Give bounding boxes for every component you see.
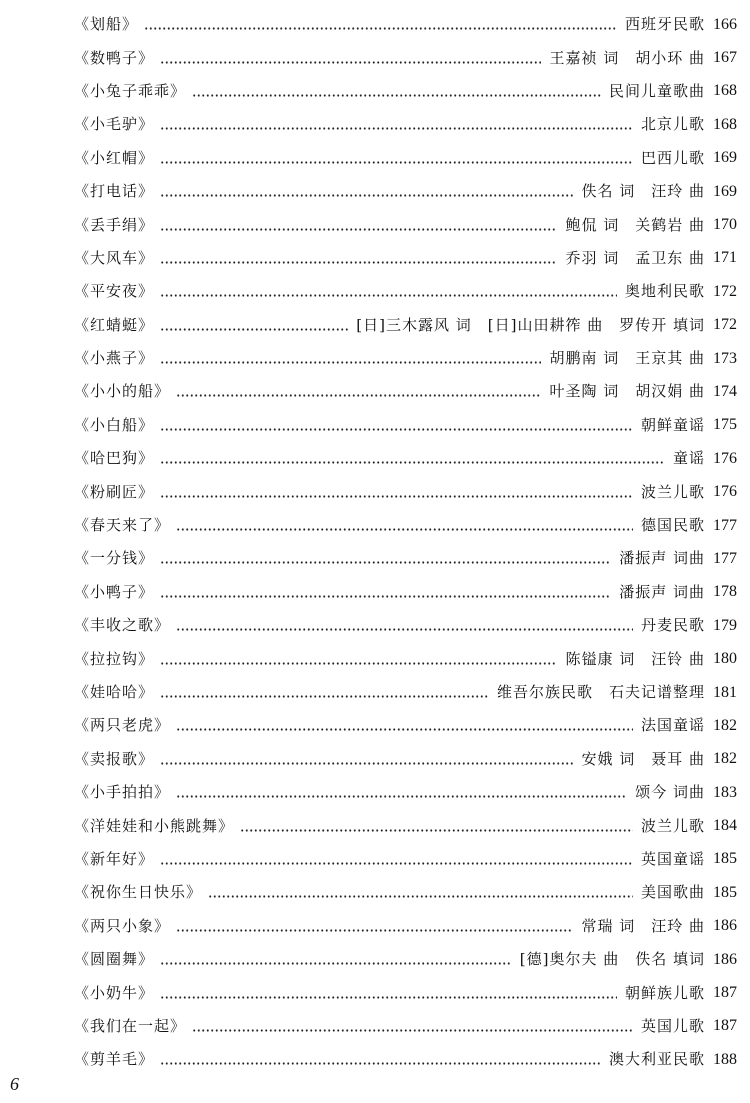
toc-entry[interactable]: [74, 809, 737, 842]
dot-leader: [208, 895, 633, 898]
page-ref: 172: [713, 282, 737, 300]
song-title: 《两只小象》: [74, 916, 171, 935]
toc-entry[interactable]: [74, 843, 737, 876]
dot-leader: [160, 294, 617, 297]
page-ref: 187: [713, 1017, 737, 1035]
page-ref: 180: [713, 650, 737, 668]
page-ref: 188: [713, 1050, 737, 1068]
page-ref: 187: [713, 984, 737, 1002]
page-ref: 179: [713, 616, 737, 634]
dot-leader: [176, 528, 633, 531]
page-ref: 169: [713, 182, 737, 200]
song-title: 《哈巴狗》: [74, 449, 155, 468]
dot-leader: [176, 628, 633, 631]
dot-leader: [160, 862, 633, 865]
song-credit: 佚名 词 汪玲 曲: [581, 182, 705, 201]
song-title: 《数鸭子》: [74, 48, 155, 67]
page-ref: 177: [713, 516, 737, 534]
song-title: 《拉拉钩》: [74, 649, 155, 668]
song-title: 《粉刷匠》: [74, 482, 155, 501]
song-credit: 英国童谣: [640, 849, 705, 868]
song-title: 《划船》: [74, 15, 139, 34]
dot-leader: [240, 829, 633, 832]
song-credit: 胡鹏南 词 王京其 曲: [549, 349, 705, 368]
toc-entry[interactable]: [74, 409, 737, 442]
song-title: 《小小的船》: [74, 382, 171, 401]
song-credit: 朝鲜童谣: [640, 415, 705, 434]
toc-entry[interactable]: [74, 776, 737, 809]
dot-leader: [160, 962, 512, 965]
page-ref: 177: [713, 549, 737, 567]
page-ref: 168: [713, 82, 737, 100]
song-credit: 叶圣陶 词 胡汉娟 曲: [549, 382, 705, 401]
song-credit: 美国歌曲: [640, 883, 705, 902]
dot-leader: [160, 161, 633, 164]
song-title: 《圆圈舞》: [74, 950, 155, 969]
song-title: 《红蜻蜓》: [74, 315, 155, 334]
toc-entry[interactable]: [74, 208, 737, 241]
toc-entry[interactable]: [74, 175, 737, 208]
page-ref: 168: [713, 115, 737, 133]
dot-leader: [160, 996, 617, 999]
song-credit: 波兰儿歌: [640, 482, 705, 501]
song-credit: 朝鲜族儿歌: [624, 983, 705, 1002]
dot-leader: [160, 461, 665, 464]
song-credit: 波兰儿歌: [640, 816, 705, 835]
page-ref: 182: [713, 716, 737, 734]
toc-entry[interactable]: [74, 1010, 737, 1043]
toc-entry[interactable]: [74, 41, 737, 74]
page-ref: 175: [713, 416, 737, 434]
song-title: 《大风车》: [74, 248, 155, 267]
toc-entry[interactable]: [74, 108, 737, 141]
song-credit: [德]奥尔夫 曲 佚名 填词: [519, 950, 705, 969]
dot-leader: [160, 695, 489, 698]
song-credit: 常瑞 词 汪玲 曲: [581, 916, 705, 935]
song-title: 《小燕子》: [74, 349, 155, 368]
song-credit: 英国儿歌: [640, 1016, 705, 1035]
song-credit: [日]三木露风 词 [日]山田耕筰 曲 罗传开 填词: [356, 315, 705, 334]
dot-leader: [160, 328, 348, 331]
dot-leader: [160, 1062, 601, 1065]
toc-entry[interactable]: [74, 509, 737, 542]
song-title: 《娃哈哈》: [74, 683, 155, 701]
song-credit: 民间儿童歌曲: [608, 81, 705, 100]
page-ref: 178: [713, 583, 737, 601]
song-credit: 乔羽 词 孟卫东 曲: [565, 248, 705, 267]
song-title: 《打电话》: [74, 182, 155, 201]
page-ref: 173: [713, 349, 737, 367]
song-title: 《祝你生日快乐》: [74, 883, 203, 902]
toc-entry[interactable]: [74, 576, 737, 609]
toc-entry[interactable]: [74, 542, 737, 575]
dot-leader: [176, 929, 573, 932]
dot-leader: [160, 495, 633, 498]
page-number: 6: [10, 1074, 19, 1094]
song-credit: 维吾尔族民歌 石夫记谱整理: [496, 683, 705, 701]
page-ref: 172: [713, 316, 737, 334]
song-credit: 潘振声 词曲: [619, 549, 705, 568]
toc-entry[interactable]: [74, 8, 737, 41]
song-title: 《小白船》: [74, 415, 155, 434]
song-credit: 丹麦民歌: [640, 616, 705, 635]
toc-entry[interactable]: [74, 309, 737, 342]
toc-entry[interactable]: [74, 743, 737, 776]
dot-leader: [160, 194, 573, 197]
page-ref: 184: [713, 817, 737, 835]
song-title: 《小兔子乖乖》: [74, 81, 187, 100]
toc-entry[interactable]: [74, 943, 737, 976]
song-credit: 童谣: [672, 449, 705, 468]
dot-leader: [192, 1029, 633, 1032]
song-title: 《洋娃娃和小熊跳舞》: [74, 816, 235, 835]
song-credit: 安娥 词 聂耳 曲: [581, 749, 705, 768]
song-title: 《一分钱》: [74, 549, 155, 568]
dot-leader: [176, 795, 627, 798]
song-credit: 王嘉祯 词 胡小环 曲: [549, 48, 705, 67]
song-title: 《小红帽》: [74, 148, 155, 167]
page-ref: 186: [713, 917, 737, 935]
song-title: 《两只老虎》: [74, 716, 171, 735]
song-title: 《小毛驴》: [74, 115, 155, 134]
dot-leader: [160, 228, 557, 231]
song-title: 《小鸭子》: [74, 582, 155, 601]
song-credit: 潘振声 词曲: [619, 582, 705, 601]
page-ref: 186: [713, 950, 737, 968]
dot-leader: [160, 428, 633, 431]
page-ref: 171: [713, 249, 737, 267]
toc-entry[interactable]: [74, 876, 737, 909]
page-ref: 169: [713, 149, 737, 167]
song-credit: 颂今 词曲: [635, 783, 705, 802]
song-title: 《平安夜》: [74, 282, 155, 301]
song-title: 《丢手绢》: [74, 215, 155, 234]
song-credit: 奥地利民歌: [624, 282, 705, 301]
page-ref: 170: [713, 216, 737, 234]
song-title: 《新年好》: [74, 849, 155, 868]
table-of-contents: [74, 8, 737, 1077]
dot-leader: [160, 361, 541, 364]
toc-entry[interactable]: [74, 709, 737, 742]
dot-leader: [160, 127, 633, 130]
dot-leader: [160, 61, 541, 64]
toc-entry[interactable]: [74, 976, 737, 1009]
page-ref: 181: [713, 683, 737, 701]
song-credit: 法国童谣: [640, 716, 705, 735]
toc-entry[interactable]: [74, 242, 737, 275]
page-ref: 174: [713, 382, 737, 400]
page-ref: 183: [713, 783, 737, 801]
dot-leader: [160, 662, 557, 665]
song-title: 《小奶牛》: [74, 983, 155, 1002]
page-ref: 176: [713, 483, 737, 501]
page-ref: 182: [713, 750, 737, 768]
song-title: 《春天来了》: [74, 516, 171, 535]
song-credit: 巴西儿歌: [640, 148, 705, 167]
dot-leader: [176, 728, 633, 731]
page-ref: 185: [713, 850, 737, 868]
toc-entry[interactable]: [74, 609, 737, 642]
toc-entry[interactable]: [74, 642, 737, 675]
toc-entry[interactable]: [74, 442, 737, 475]
dot-leader: [160, 595, 611, 598]
toc-entry[interactable]: [74, 910, 737, 943]
page-ref: 167: [713, 49, 737, 67]
dot-leader: [192, 94, 601, 97]
toc-entry[interactable]: [74, 676, 737, 709]
song-title: 《剪羊毛》: [74, 1050, 155, 1069]
song-title: 《卖报歌》: [74, 749, 155, 768]
song-credit: 德国民歌: [640, 516, 705, 535]
song-title: 《丰收之歌》: [74, 616, 171, 635]
toc-entry[interactable]: [74, 75, 737, 108]
dot-leader: [160, 762, 573, 765]
song-credit: 西班牙民歌: [624, 15, 705, 34]
dot-leader: [160, 261, 557, 264]
toc-entry[interactable]: [74, 275, 737, 308]
song-title: 《小手拍拍》: [74, 783, 171, 802]
toc-entry[interactable]: [74, 142, 737, 175]
song-credit: 陈镒康 词 汪铃 曲: [565, 649, 705, 668]
toc-entry[interactable]: [74, 375, 737, 408]
dot-leader: [144, 27, 617, 30]
toc-entry[interactable]: [74, 342, 737, 375]
song-credit: 鲍侃 词 关鹤岩 曲: [565, 215, 705, 234]
page-ref: 185: [713, 883, 737, 901]
song-credit: 澳大利亚民歌: [608, 1050, 705, 1069]
song-credit: 北京儿歌: [640, 115, 705, 134]
toc-entry[interactable]: [74, 475, 737, 508]
page-ref: 166: [713, 15, 737, 33]
dot-leader: [160, 561, 611, 564]
dot-leader: [176, 394, 541, 397]
song-title: 《我们在一起》: [74, 1016, 187, 1035]
page-ref: 176: [713, 449, 737, 467]
toc-entry[interactable]: [74, 1043, 737, 1076]
